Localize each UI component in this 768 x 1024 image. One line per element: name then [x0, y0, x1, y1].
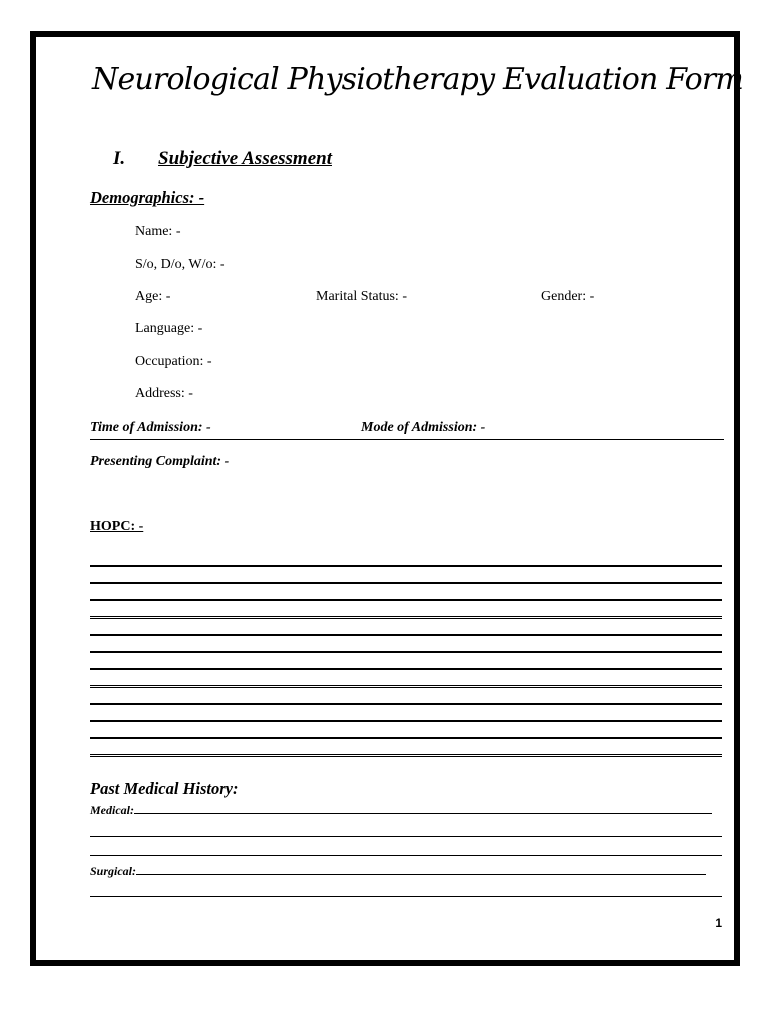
name-label: Name: -	[135, 224, 181, 239]
admission-divider	[90, 439, 724, 440]
surgical-label: Surgical:	[90, 864, 137, 878]
hopc-line	[90, 685, 722, 688]
hopc-line	[90, 616, 722, 619]
surgical-row	[90, 864, 722, 879]
language-label: Language: -	[135, 321, 203, 336]
past-medical-history-heading: Past Medical History:	[90, 779, 239, 798]
section-number: I.	[113, 148, 126, 169]
hopc-line	[90, 582, 722, 584]
hopc-line	[90, 703, 722, 705]
age-label: Age: -	[135, 289, 171, 304]
hopc-line	[90, 565, 722, 567]
gender-label: Gender: -	[541, 289, 595, 304]
hopc-line	[90, 754, 722, 757]
medical-extra-line	[90, 836, 722, 837]
medical-input-line[interactable]	[134, 813, 712, 814]
relation-label: S/o, D/o, W/o: -	[135, 257, 225, 272]
demographics-heading: Demographics: -	[90, 188, 205, 207]
page-border	[30, 31, 740, 966]
mode-of-admission-label: Mode of Admission: -	[361, 420, 486, 435]
time-of-admission-label: Time of Admission: -	[90, 420, 211, 435]
surgical-extra-line	[90, 896, 722, 897]
hopc-line	[90, 668, 722, 670]
address-label: Address: -	[135, 386, 193, 401]
hopc-label: HOPC: -	[90, 519, 144, 534]
hopc-line	[90, 720, 722, 722]
presenting-complaint-label: Presenting Complaint: -	[90, 454, 230, 469]
hopc-line	[90, 599, 722, 601]
hopc-line	[90, 634, 722, 636]
marital-status-label: Marital Status: -	[316, 289, 407, 304]
form-title: Neurological Physiotherapy Evaluation Form	[92, 62, 744, 97]
occupation-label: Occupation: -	[135, 354, 212, 369]
medical-extra-line	[90, 855, 722, 856]
hopc-line	[90, 651, 722, 653]
surgical-input-line[interactable]	[136, 874, 706, 875]
hopc-line	[90, 737, 722, 739]
page-number: 1	[715, 916, 722, 930]
medical-row	[90, 803, 722, 818]
medical-label: Medical:	[90, 803, 134, 817]
section-title: Subjective Assessment	[158, 148, 332, 169]
